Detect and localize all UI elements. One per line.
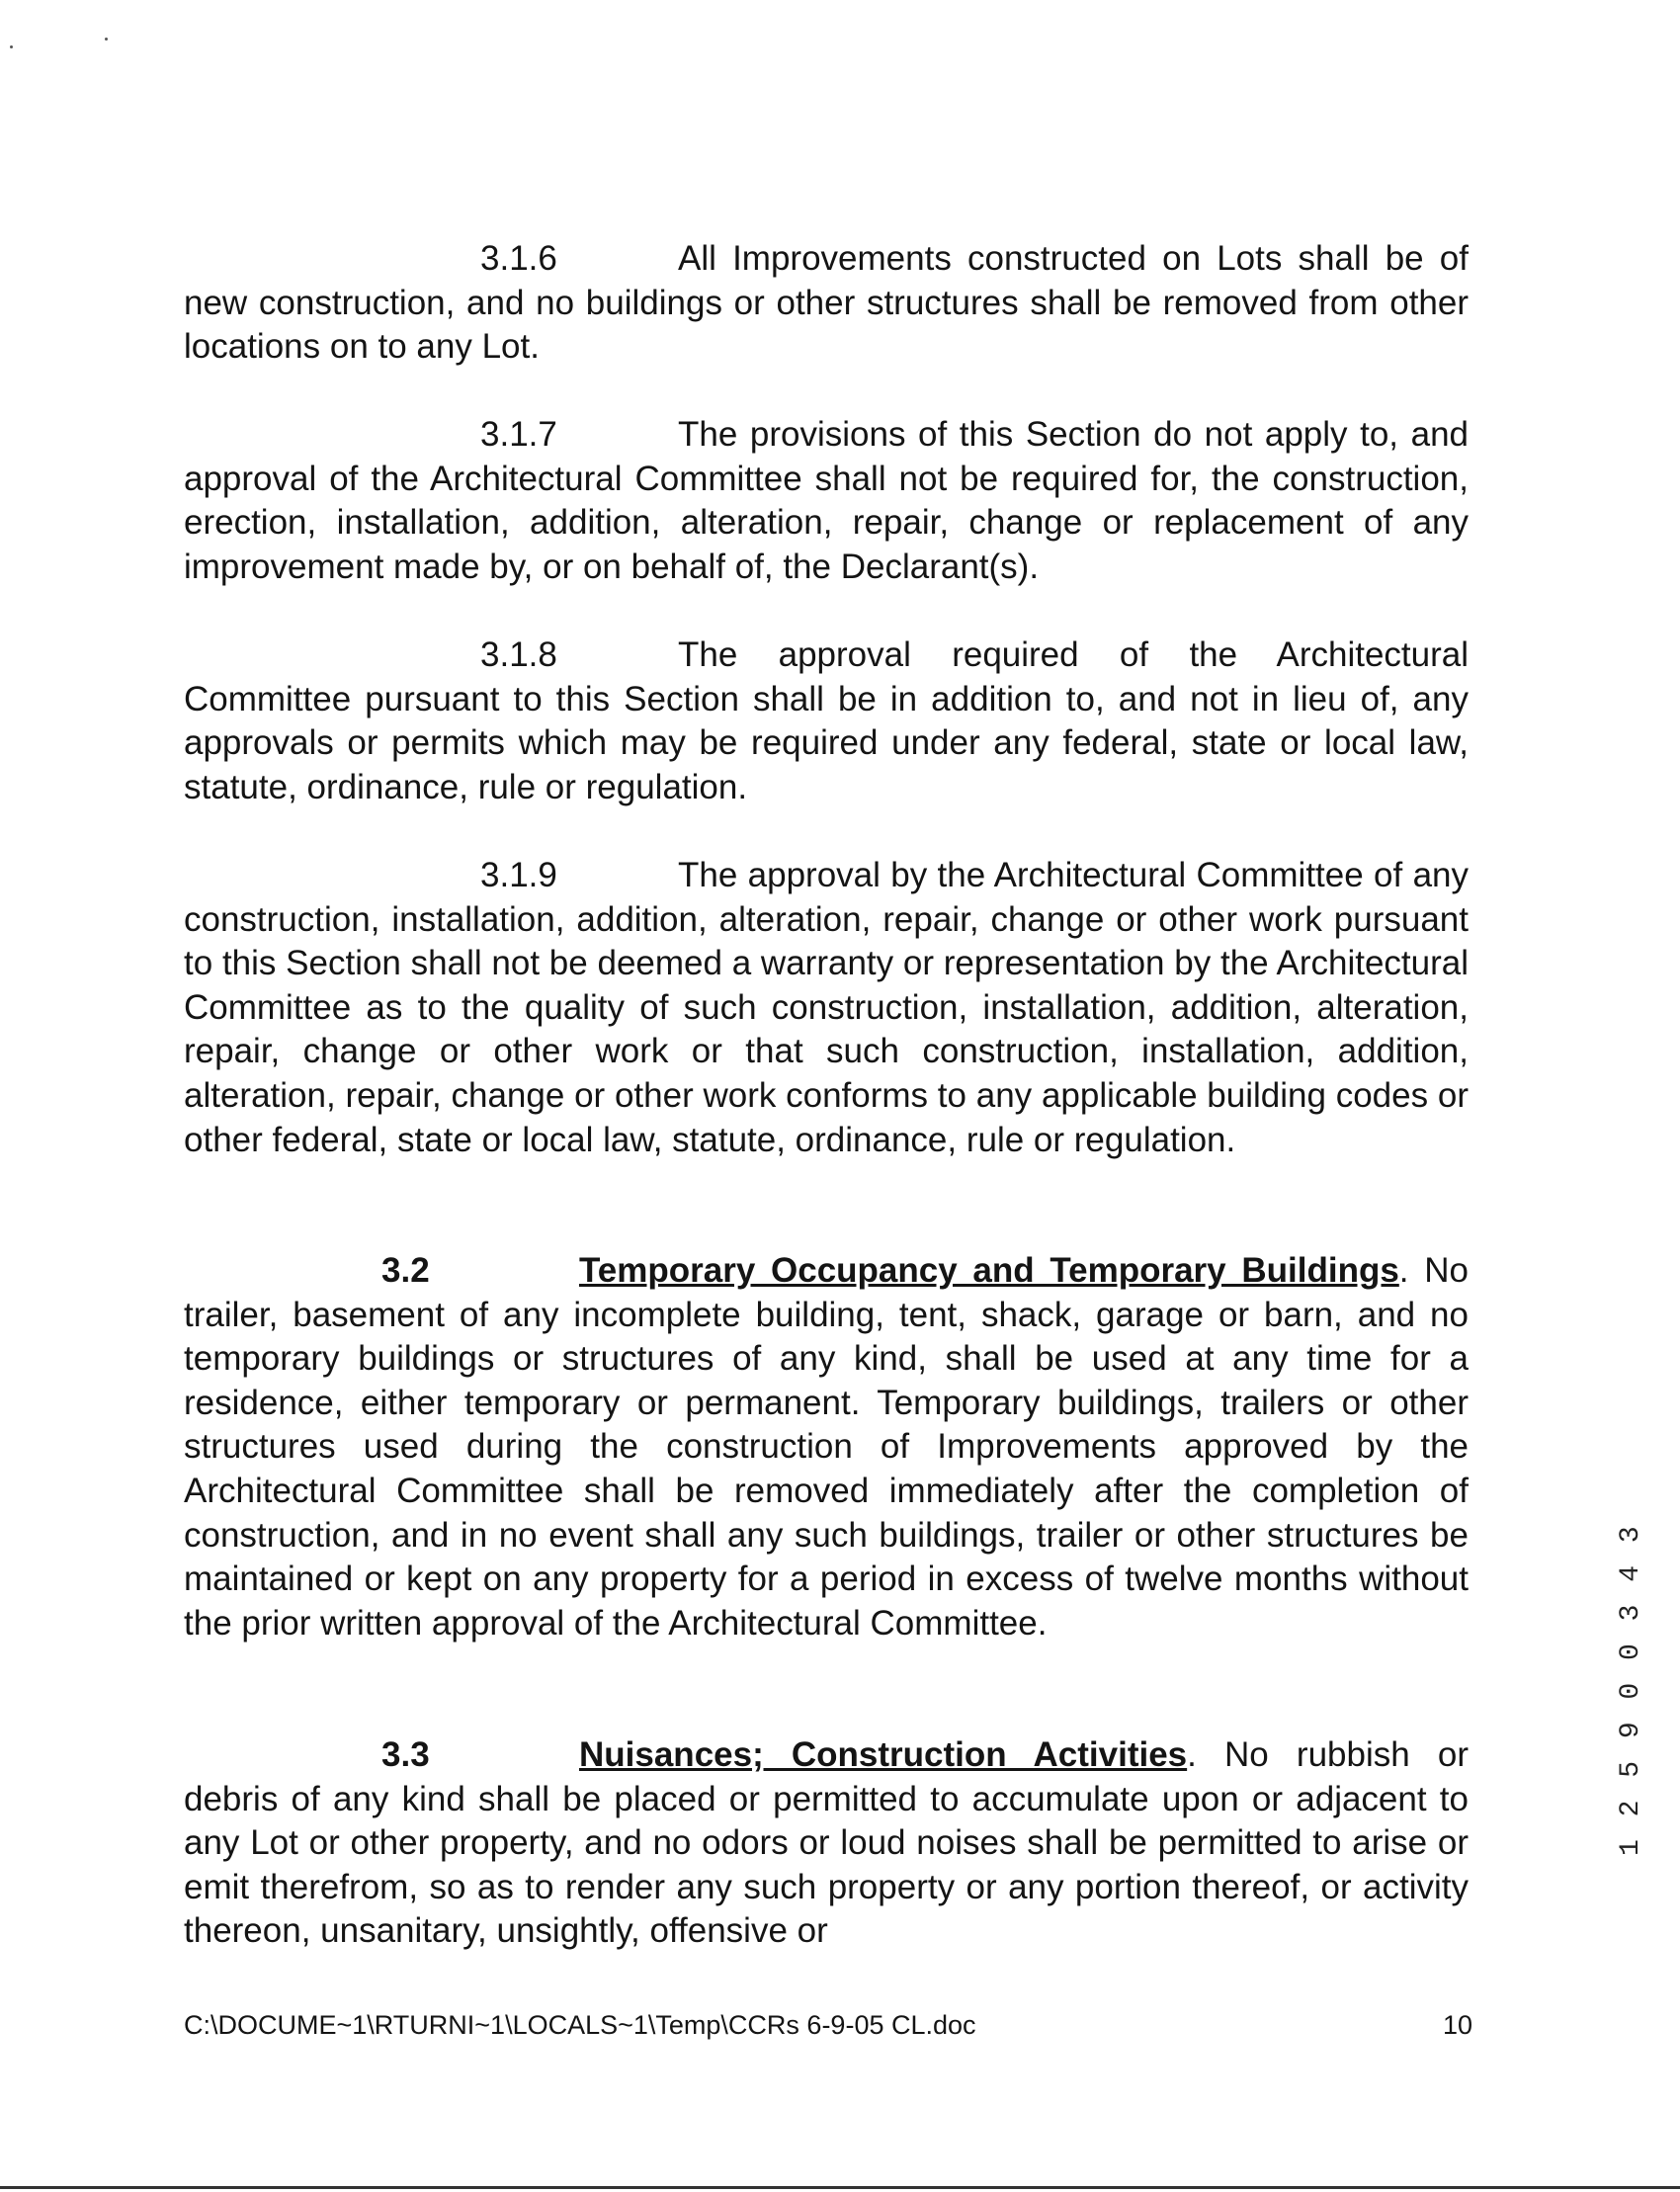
paragraph-3-1-6 xyxy=(184,237,1469,370)
section-number: 3.2 xyxy=(381,1251,430,1290)
section-title: Nuisances; Construction Activities xyxy=(579,1735,1188,1774)
recording-stamp xyxy=(1616,1523,1655,1856)
section-title: Temporary Occupancy and Temporary Buildings xyxy=(579,1251,1399,1290)
recording-stamp-text: 1 2 5 9 0 0 3 4 3 xyxy=(1616,1523,1646,1856)
section-number: 3.1.9 xyxy=(480,856,557,894)
title-suffix: . xyxy=(1187,1735,1197,1774)
section-number: 3.1.7 xyxy=(480,415,557,454)
section-text: No trailer, basement of any incomplete building, tent, shack, garage or barn, and no temporary buildings or structures of any kind, shall be used at any time for a residence, either temporary or permanent. Temporary buildings, trailers or other structures used during the construction of Improvements approved by the Architectural Committee shall be removed immediately after the completion of construction, and in no event shall any such buildings, trailer or other structures be maintained or kept on any property for a period in excess of twelve months without the prior written approval of the Architectural Committee. xyxy=(184,1251,1469,1643)
section-3-3 xyxy=(184,1733,1469,1954)
section-3-2 xyxy=(184,1249,1469,1645)
section-text: All Improvements constructed on Lots shall be of new construction, and no buildings or other structures shall be removed from other locations on to any Lot. xyxy=(184,239,1469,367)
section-number: 3.1.8 xyxy=(480,635,557,674)
scan-speck xyxy=(105,38,108,41)
page-number: 10 xyxy=(1443,2010,1473,2040)
scan-speck xyxy=(10,45,13,48)
section-text: No rubbish or debris of any kind shall be placed or permitted to accumulate upon or adjacent to any Lot or other property, and no odors or loud noises shall be permitted to arise or emit therefrom, so as to render any such property or any portion thereof, or activity thereon, unsanitary, unsightly, offensive or xyxy=(184,1735,1469,1951)
title-suffix: . xyxy=(1398,1251,1409,1290)
section-text: The provisions of this Section do not apply to, and approval of the Architectural Committee shall not be required for, the construction, erection, installation, addition, alteration, repair, change or replacement of any improvement made by, or on behalf of, the Declarant(s). xyxy=(184,415,1469,586)
section-text: The approval required of the Architectural Committee pursuant to this Section shall be in addition to, and not in lieu of, any approvals or permits which may be required under any federal, state or local law, statute, ordinance, rule or regulation. xyxy=(184,635,1469,806)
scan-edge-line xyxy=(0,2186,1680,2189)
section-text: The approval by the Architectural Committee of any construction, installation, addition, alteration, repair, change or other work pursuant to this Section shall not be deemed a warranty or representation by the Architectural Committee as to the quality of such construction, installation, addition, alteration, repair, change or other work or that such construction, installation, addition, alteration, repair, change or other work conforms to any applicable building codes or other federal, state or local law, statute, ordinance, rule or regulation. xyxy=(184,856,1469,1159)
paragraph-3-1-9 xyxy=(184,854,1469,1162)
paragraph-3-1-8 xyxy=(184,633,1469,809)
paragraph-3-1-7 xyxy=(184,413,1469,589)
section-number: 3.3 xyxy=(381,1735,430,1774)
section-number: 3.1.6 xyxy=(480,239,557,278)
footer-file-path: C:\DOCUME~1\RTURNI~1\LOCALS~1\Temp\CCRs 6-9-05 CL.doc xyxy=(184,2010,976,2040)
